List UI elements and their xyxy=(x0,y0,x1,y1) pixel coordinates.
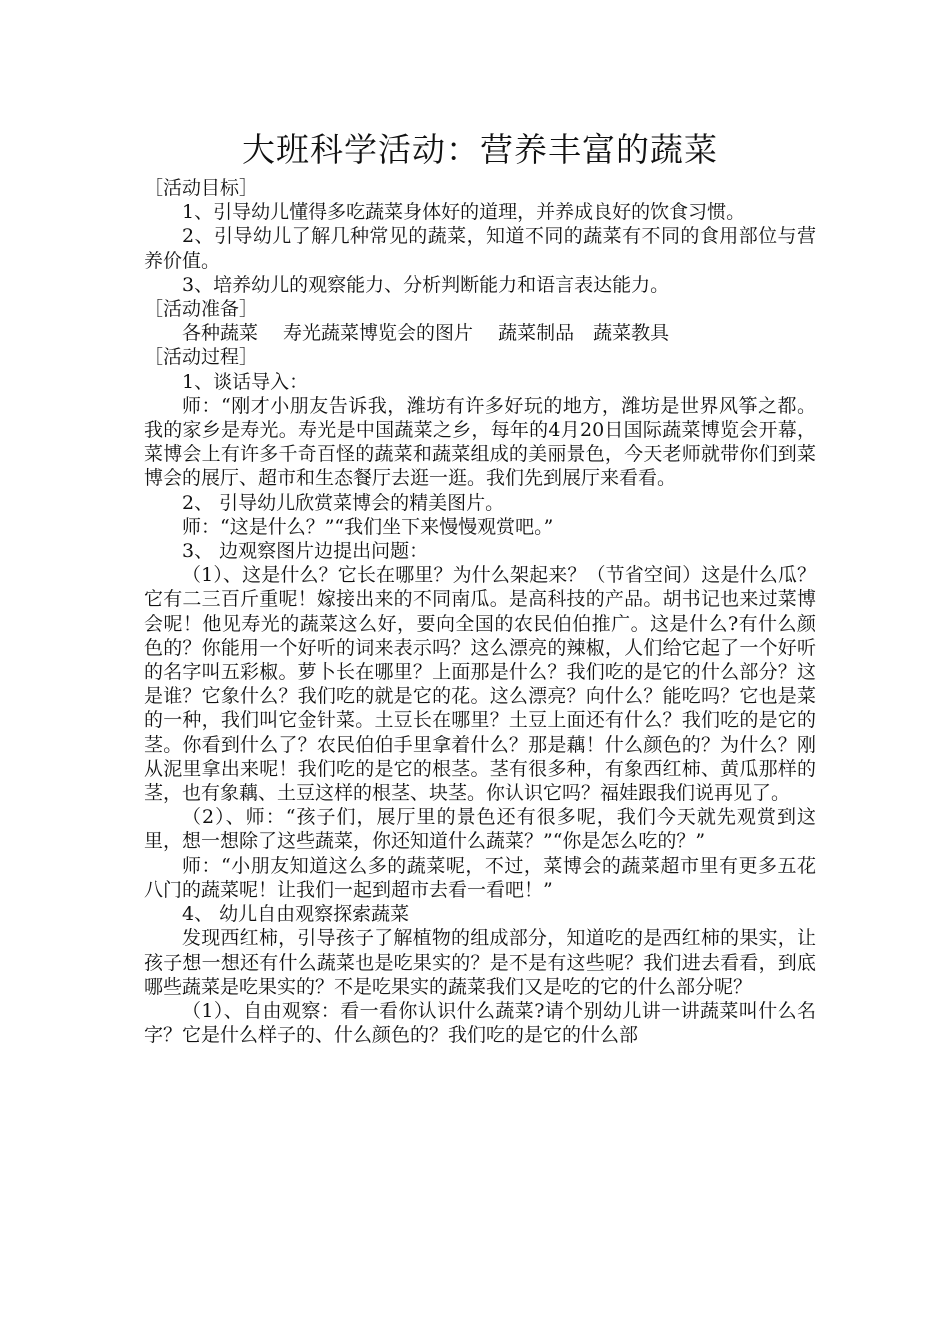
process-paragraph: 师：“小朋友知道这么多的蔬菜呢，不过，菜博会的蔬菜超市里有更多五花八门的蔬菜呢！让我们一起到超市去看一看吧！” xyxy=(144,854,816,901)
process-step-3: 3、 边观察图片边提出问题： xyxy=(182,540,429,563)
process-paragraph: 师：“刚才小朋友告诉我，潍坊有许多好玩的地方，潍坊是世界风筝之都。我的家乡是寿光。寿光是中国蔬菜之乡，每年的4月20日国际蔬菜博览会开幕，菜博会上有许多千奇百怪的蔬菜和蔬菜组成的美丽景色，今天老师就带你们到菜博会的展厅、超市和生态餐厅去逛一逛。我们先到展厅来看看。 xyxy=(144,394,816,490)
goal-item-1: 1、引导幼儿懂得多吃蔬菜身体好的道理，并养成良好的饮食习惯。 xyxy=(182,201,746,224)
process-step-4: 4、 幼儿自由观察探索蔬菜 xyxy=(182,903,410,926)
process-step-1: 1、谈话导入： xyxy=(182,370,309,393)
preparation-heading: ［活动准备］ xyxy=(144,298,259,321)
preparation-materials: 各种蔬菜 寿光蔬菜博览会的图片 蔬菜制品 蔬菜教具 xyxy=(182,322,670,345)
document-page xyxy=(144,128,816,1047)
process-paragraph: 师：“这是什么？”“我们坐下来慢慢观赏吧。” xyxy=(182,515,554,538)
goal-item-3: 3、培养幼儿的观察能力、分析判断能力和语言表达能力。 xyxy=(182,273,670,296)
process-paragraph: （1）、自由观察：看一看你认识什么蔬菜?请个别幼儿讲一讲蔬菜叫什么名字？它是什么样子的、什么颜色的？我们吃的是它的什么部 xyxy=(144,999,816,1047)
document-title: 大班科学活动：营养丰富的蔬菜 xyxy=(242,130,718,169)
process-paragraph: （2）、师：“孩子们，展厅里的景色还有很多呢，我们今天就先观赏到这里，想一想除了这些蔬菜，你还知道什么蔬菜？”“你是怎么吃的？” xyxy=(144,806,816,853)
process-step-2: 2、 引导幼儿欣赏菜博会的精美图片。 xyxy=(182,491,505,514)
process-paragraph: 发现西红柿，引导孩子了解植物的组成部分，知道吃的是西红柿的果实，让孩子想一想还有什么蔬菜也是吃果实的？是不是有这些呢？我们进去看看，到底哪些蔬菜是吃果实的？不是吃果实的蔬菜我们又是吃的它的什么部分呢？ xyxy=(144,927,816,998)
process-heading: ［活动过程］ xyxy=(144,346,259,369)
goal-item-2: 2、引导幼儿了解几种常见的蔬菜，知道不同的蔬菜有不同的食用部位与营养价值。 xyxy=(144,225,816,272)
process-paragraph: （1）、这是什么？它长在哪里？为什么架起来？（节省空间）这是什么瓜？它有二三百斤重呢！嫁接出来的不同南瓜。是高科技的产品。胡书记也来过菜博会呢！他见寿光的蔬菜这么好，要向全国的农民伯伯推广。这是什么?有什么颜色的？你能用一个好听的词来表示吗？这么漂亮的辣椒，人们给它起了一个好听的名字叫五彩椒。萝卜长在哪里？上面那是什么？我们吃的是它的什么部分？这是谁？它象什么？我们吃的就是它的花。这么漂亮？向什么？能吃吗？它也是菜的一种，我们叫它金针菜。土豆长在哪里？土豆上面还有什么？我们吃的是它的茎。你看到什么了？农民伯伯手里拿着什么？那是藕！什么颜色的？为什么？刚从泥里拿出来呢！我们吃的是它的根茎。茎有很多种，有象西红柿、黄瓜那样的茎，也有象藕、土豆这样的根茎、块茎。你认识它吗？福娃跟我们说再见了。 xyxy=(144,564,816,805)
goals-heading: ［活动目标］ xyxy=(144,177,259,199)
